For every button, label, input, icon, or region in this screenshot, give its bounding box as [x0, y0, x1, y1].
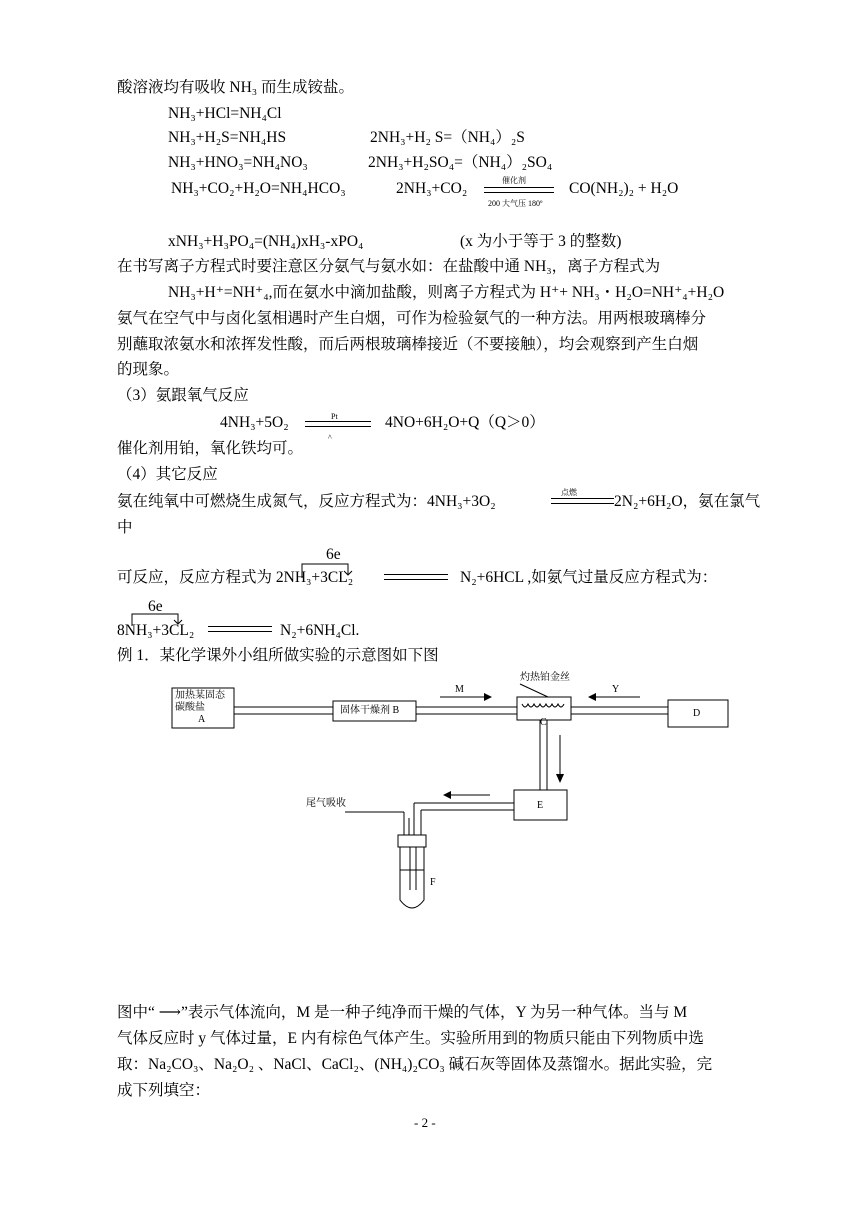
question-line-1: 图中“ ⟶”表示气体流向，M 是一种子纯净而干燥的气体，Y 为另一种气体。当与 M — [117, 1004, 688, 1021]
oxidation-condition-bottom: ^ — [328, 433, 332, 442]
excess-reaction-end: N₂+6NH₄Cl. — [280, 622, 360, 639]
box-b — [333, 701, 416, 721]
combustion-line-start: 氨在纯氧中可燃烧生成氮气，反应方程式为：4NH₃+3O₂ — [117, 493, 496, 510]
label-platinum-wire: 灼热铂金丝 — [520, 672, 570, 683]
equation-nh3-hcl: NH₃+HCl=NH₄Cl — [168, 105, 282, 122]
urea-equals-sign — [484, 187, 554, 193]
excess-electron-bracket — [130, 612, 190, 630]
equation-nh4hco3: NH₃+CO₂+H₂O=NH₄HCO₃ — [171, 180, 346, 197]
label-tail-gas: 尾气吸收 — [306, 798, 346, 809]
chlorine-reaction-start: 可反应，反应方程式为 2NH₃+3CL₂ — [117, 569, 354, 586]
label-f: F — [430, 877, 436, 888]
equation-2nh3-h2so4: 2NH₃+H₂SO₄=（NH₄）₂SO₄ — [368, 154, 553, 171]
catalyst-line: 催化剂用铂，氧化铁均可。 — [117, 440, 304, 457]
intro-line: 酸溶液均有吸收 NH₃ 而生成铵盐。 — [117, 79, 355, 96]
box-a — [172, 688, 234, 728]
paragraph-line-3: 氨气在空气中与卤化氢相遇时产生白烟，可作为检验氨气的一种方法。用两根玻璃棒分 — [117, 310, 707, 327]
question-line-4: 成下列填空： — [117, 1082, 211, 1099]
box-a-label-line2: 碳酸盐 — [175, 702, 205, 713]
box-d-label: D — [693, 708, 701, 719]
chlorine-equals-sign — [384, 574, 448, 580]
equation-h3po4-note: (x 为小于等于 3 的整数) — [460, 233, 622, 250]
platinum-coil — [522, 704, 564, 707]
chlorine-electron-label: 6e — [326, 546, 341, 563]
box-e — [514, 790, 567, 820]
excess-electron-label: 6e — [148, 598, 163, 615]
chlorine-reaction-end: N₂+6HCL ,如氨气过量反应方程式为： — [460, 569, 718, 586]
equation-2nh3-h2s: 2NH₃+H₂ S=（NH₄）₂S — [370, 129, 525, 146]
question-line-2: 气体反应时 y 气体过量，E 内有棕色气体产生。实验所用到的物质只能由下列物质中选 — [117, 1030, 704, 1047]
combustion-line-end: 2N₂+6H₂O，氨在氯气 — [614, 493, 761, 510]
question-line-3: 取：Na₂CO₃、Na₂O₂ 、NaCl、CaCl₂、(NH₄)₂CO₃ 碱石灰等固体及蒸馏水。据此实验，完 — [117, 1056, 713, 1073]
paragraph-line-2: NH₃+H⁺=NH⁺₄,而在氨水中滴加盐酸，则离子方程式为 H⁺+ NH₃・H₂O=NH⁺₄+H₂O — [168, 284, 725, 301]
page-number: - 2 - — [414, 1115, 436, 1130]
combustion-condition: 点燃 — [561, 488, 577, 497]
combustion-line-wrap: 中 — [117, 519, 133, 536]
excess-reaction-start: 8NH₃+3CL₂ — [117, 622, 195, 639]
equation-ammonia-oxidation-right: 4NO+6H₂O+Q（Q＞0） — [385, 414, 545, 431]
combustion-equals-sign — [551, 498, 614, 504]
paragraph-line-5: 的现象。 — [117, 361, 180, 378]
box-a-label-line1: 加热某固态 — [175, 690, 225, 701]
section-4-heading: （4）其它反应 — [117, 466, 218, 483]
equation-h3po4: xNH₃+H₃PO₄=(NH₄)xH₃-xPO₄ — [168, 233, 364, 250]
paragraph-line-4: 别蘸取浓氨水和浓挥发性酸，而后两根玻璃棒接近（不要接触），均会观察到产生白烟 — [117, 336, 699, 353]
box-e-label: E — [537, 800, 544, 811]
urea-condition-top: 催化剂 — [502, 176, 526, 185]
label-y: Y — [612, 684, 620, 695]
equation-ammonia-oxidation-left: 4NH₃+5O₂ — [220, 414, 289, 431]
equation-urea-right: CO(NH₂)₂ + H₂O — [569, 180, 679, 197]
label-m: M — [455, 684, 464, 695]
oxidation-condition-top: Pt — [331, 412, 338, 421]
equation-urea-left: 2NH₃+CO₂ — [396, 180, 468, 197]
section-3-heading: （3）氨跟氧气反应 — [117, 387, 249, 404]
box-b-label: 固体干燥剂 B — [340, 705, 400, 716]
example-title: 例 1．某化学课外小组所做实验的示意图如下图 — [117, 647, 439, 664]
excess-equals-sign — [208, 626, 272, 632]
box-d — [668, 700, 728, 727]
equation-nh3-hno3: NH₃+HNO₃=NH₄NO₃ — [168, 154, 308, 171]
box-a-label-line3: A — [198, 714, 206, 725]
paragraph-line-1: 在书写离子方程式时要注意区分氨气与氨水如：在盐酸中通 NH₃，离子方程式为 — [117, 258, 661, 275]
box-c-label: C — [540, 717, 547, 728]
urea-condition-bottom: 200 大气压 180º — [488, 199, 543, 208]
oxidation-equals-sign — [305, 421, 371, 427]
box-c — [517, 697, 571, 720]
equation-nh3-h2s: NH₃+H₂S=NH₄HS — [168, 129, 287, 146]
